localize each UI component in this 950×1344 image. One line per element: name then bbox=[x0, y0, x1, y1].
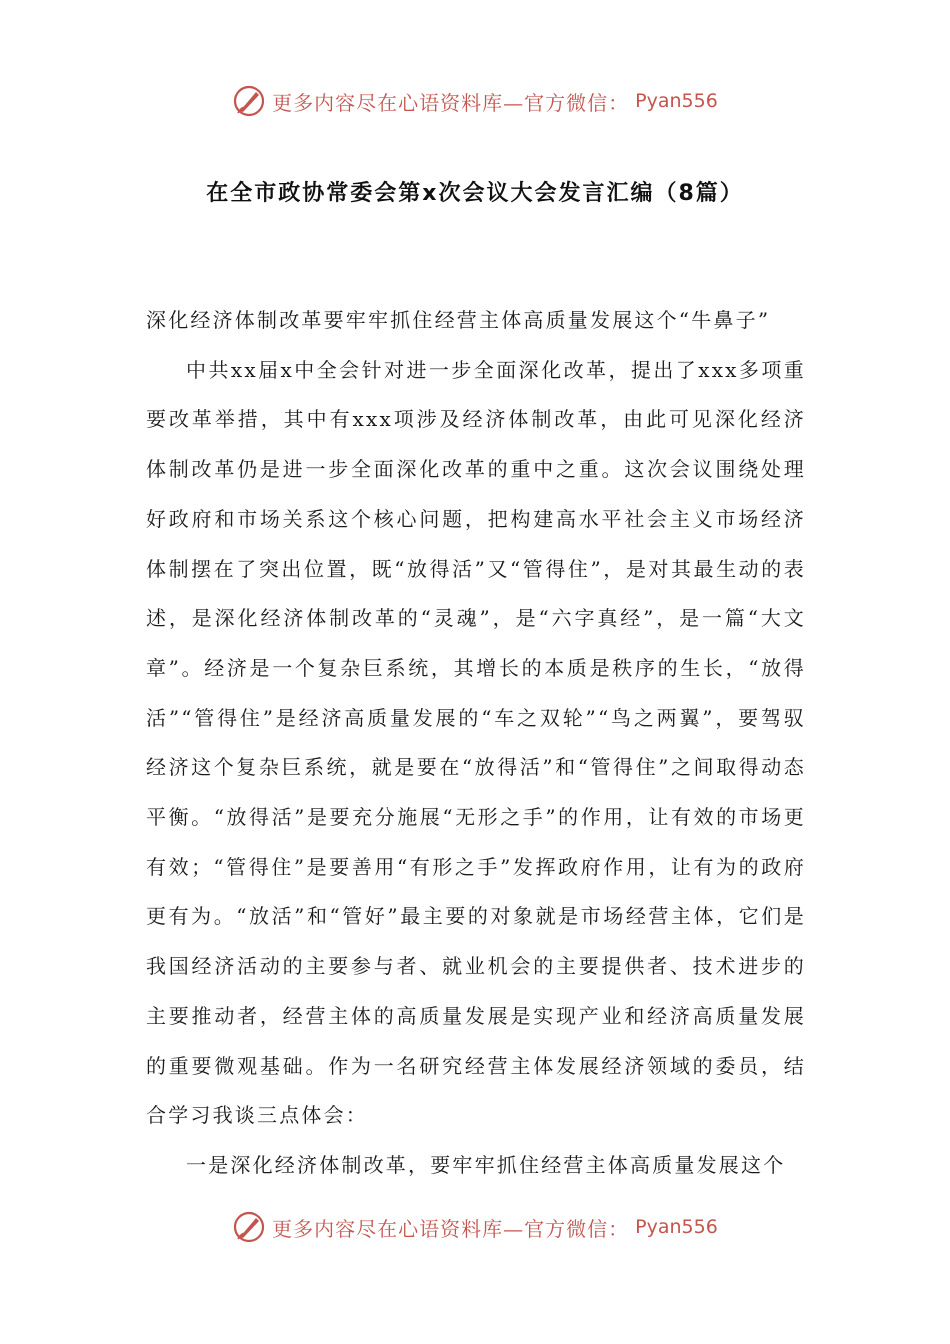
watermark-handle: Pyan556 bbox=[635, 90, 718, 112]
watermark-header bbox=[0, 84, 950, 118]
quill-logo-icon bbox=[232, 1210, 266, 1244]
watermark-text: 更多内容尽在心语资料库—官方微信： bbox=[272, 90, 630, 115]
section-heading: 深化经济体制改革要牢牢抓住经营主体高质量发展这个“牛鼻子” bbox=[146, 308, 771, 332]
watermark-footer bbox=[0, 1210, 950, 1244]
document-body bbox=[146, 296, 806, 1191]
quill-logo-icon bbox=[232, 84, 266, 118]
watermark-handle: Pyan556 bbox=[635, 1216, 718, 1238]
paragraph: 中共xx届x中全会针对进一步全面深化改革，提出了xxx多项重要改革举措，其中有xxx项涉及经济体制改革，由此可见深化经济体制改革仍是进一步全面深化改革的重中之重。这次会议围绕处理好政府和市场关系这个核心问题，把构建高水平社会主义市场经济体制摆在了突出位置，既“放得活”又“管得住”，是对其最生动的表述，是深化经济体制改革的“灵魂”，是“六字真经”，是一篇“大文章”。经济是一个复杂巨系统，其增长的本质是秩序的生长，“放得活”“管得住”是经济高质量发展的“车之双轮”“鸟之两翼”，要驾驭经济这个复杂巨系统，就是要在“放得活”和“管得住”之间取得动态平衡。“放得活”是要充分施展“无形之手”的作用，让有效的市场更有效；“管得住”是要善用“有形之手”发挥政府作用，让有为的政府更有为。“放活”和“管好”最主要的对象就是市场经营主体，它们是我国经济活动的主要参与者、就业机会的主要提供者、技术进步的主要推动者，经营主体的高质量发展是实现产业和经济高质量发展的重要微观基础。作为一名研究经营主体发展经济领域的委员，结合学习我谈三点体会： bbox=[146, 357, 806, 1128]
paragraph: 一是深化经济体制改革，要牢牢抓住经营主体高质量发展这个 bbox=[186, 1152, 786, 1177]
document-title: 在全市政协常委会第x次会议大会发言汇编（8篇） bbox=[206, 181, 744, 206]
watermark-text: 更多内容尽在心语资料库—官方微信： bbox=[272, 1216, 630, 1241]
